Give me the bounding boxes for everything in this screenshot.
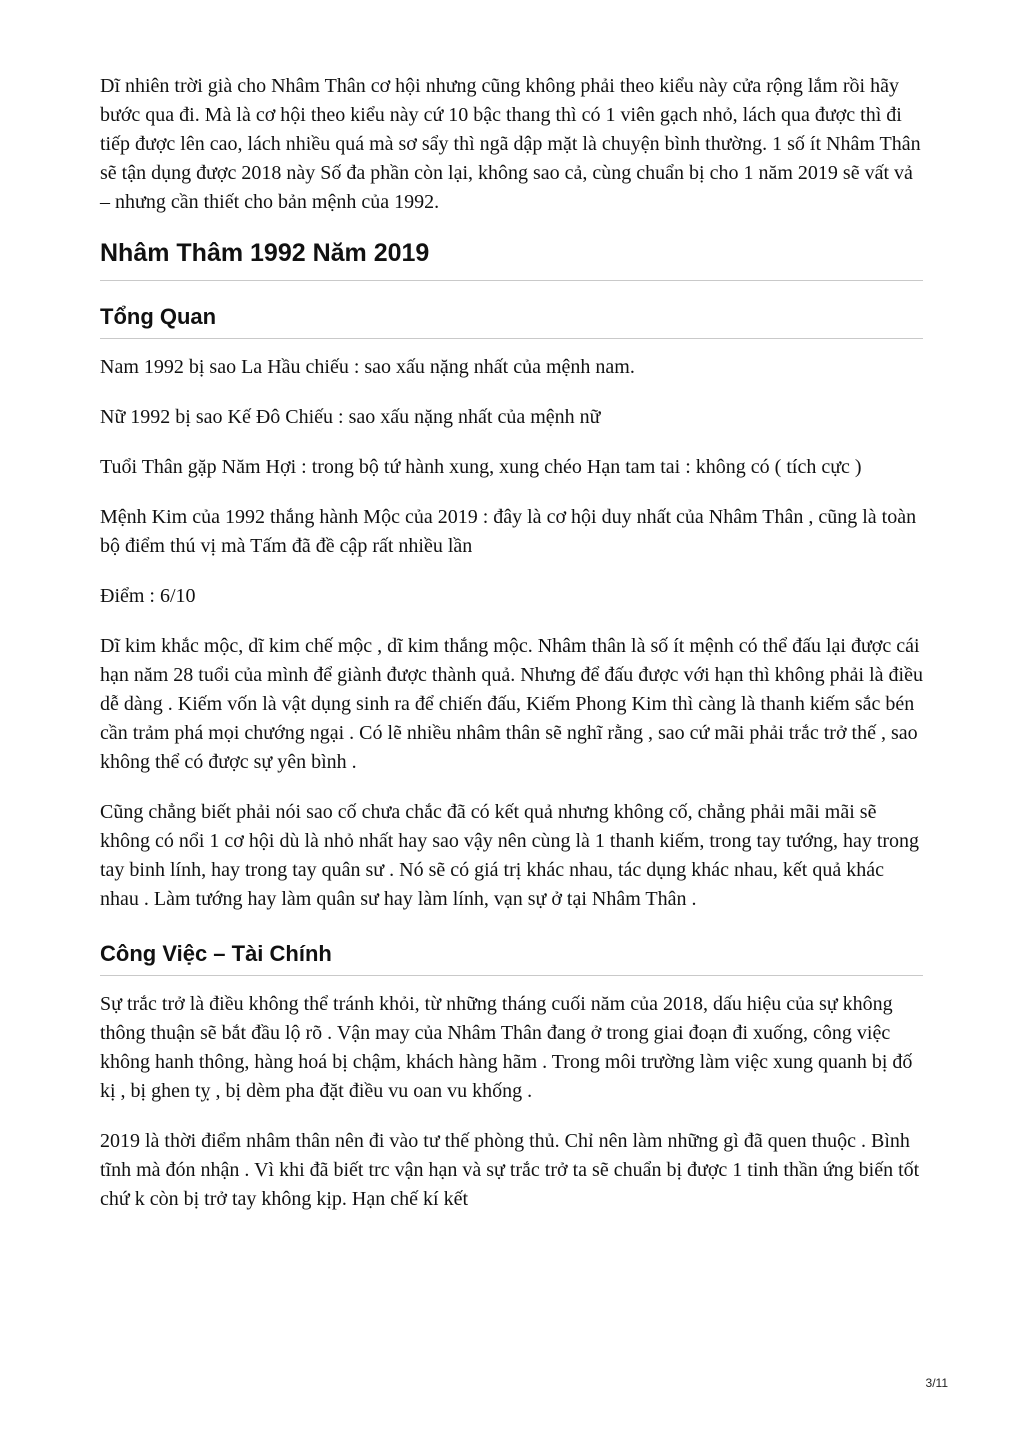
overview-paragraph: Nam 1992 bị sao La Hầu chiếu : sao xấu nặng nhất của mệnh nam. (100, 356, 635, 378)
page-number: 3/11 (925, 1376, 948, 1390)
overview-paragraph: Tuổi Thân gặp Năm Hợi : trong bộ tứ hành xung, xung chéo Hạn tam tai : không có ( tích cực ) (100, 456, 862, 478)
document-page (100, 72, 923, 1235)
overview-paragraph: Dĩ kim khắc mộc, dĩ kim chế mộc , dĩ kim thắng mộc. Nhâm thân là số ít mệnh có thể đấu lại được cái hạn năm 28 tuổi của mình để giành được thành quả. Nhưng để đấu được với hạn thì không phải là điều dễ dàng . Kiếm vốn là vật dụng sinh ra để chiến đấu, Kiếm Phong Kim thì càng là thanh kiếm sắc bén cần trảm phá mọi chướng ngại . Có lẽ nhiều nhâm thân sẽ nghĩ rằng , sao cứ mãi phải trắc trở thế , sao không thể có được sự yên bình . (100, 635, 923, 773)
overview-paragraph: Mệnh Kim của 1992 thắng hành Mộc của 2019 : đây là cơ hội duy nhất của Nhâm Thân , cũng là toàn bộ điểm thú vị mà Tấm đã đề cập rất nhiều lần (100, 506, 917, 557)
overview-heading: Tổng Quan (100, 303, 923, 339)
score-paragraph: Điểm : 6/10 (100, 585, 196, 607)
overview-paragraph: Cũng chẳng biết phải nói sao cố chưa chắc đã có kết quả nhưng không cố, chẳng phải mãi mãi sẽ không có nổi 1 cơ hội dù là nhỏ nhất hay sao vậy nên cùng là 1 thanh kiếm, trong tay tướng, hay trong tay binh lính, hay trong tay quân sư . Nó sẽ có giá trị khác nhau, tác dụng khác nhau, kết quả khác nhau . Làm tướng hay làm quân sư hay làm lính, vạn sự ở tại Nhâm Thân . (100, 801, 920, 910)
overview-paragraph: Nữ 1992 bị sao Kế Đô Chiếu : sao xấu nặng nhất của mệnh nữ (100, 406, 601, 428)
main-heading: Nhâm Thâm 1992 Năm 2019 (100, 238, 923, 281)
intro-paragraph: Dĩ nhiên trời già cho Nhâm Thân cơ hội nhưng cũng không phải theo kiểu này cửa rộng lắm rồi hãy bước qua đi. Mà là cơ hội theo kiểu này cứ 10 bậc thang thì có 1 viên gạch nhỏ, lách qua được thì đi tiếp được lên cao, lách nhiều quá mà sơ sẩy thì ngã dập mặt là chuyện bình thường. 1 số ít Nhâm Thân sẽ tận dụng được 2018 này Số đa phần còn lại, không sao cả, cùng chuẩn bị cho 1 năm 2019 sẽ vất vả – nhưng cần thiết cho bản mệnh của 1992. (100, 75, 921, 213)
work-finance-heading: Công Việc – Tài Chính (100, 940, 923, 976)
work-paragraph: Sự trắc trở là điều không thể tránh khỏi, từ những tháng cuối năm của 2018, dấu hiệu của sự không thông thuận sẽ bắt đầu lộ rõ . Vận may của Nhâm Thân đang ở trong giai đoạn đi xuống, công việc không hanh thông, hàng hoá bị chậm, khách hàng hãm . Trong môi trường làm việc xung quanh bị đố kị , bị ghen tỵ , bị dèm pha đặt điều vu oan vu khống . (100, 993, 913, 1102)
work-paragraph: 2019 là thời điểm nhâm thân nên đi vào tư thế phòng thủ. Chỉ nên làm những gì đã quen thuộc . Bình tĩnh mà đón nhận . Vì khi đã biết trc vận hạn và sự trắc trở ta sẽ chuẩn bị được 1 tinh thần ứng biến tốt chứ k còn bị trở tay không kịp. Hạn chế kí kết (100, 1130, 920, 1210)
